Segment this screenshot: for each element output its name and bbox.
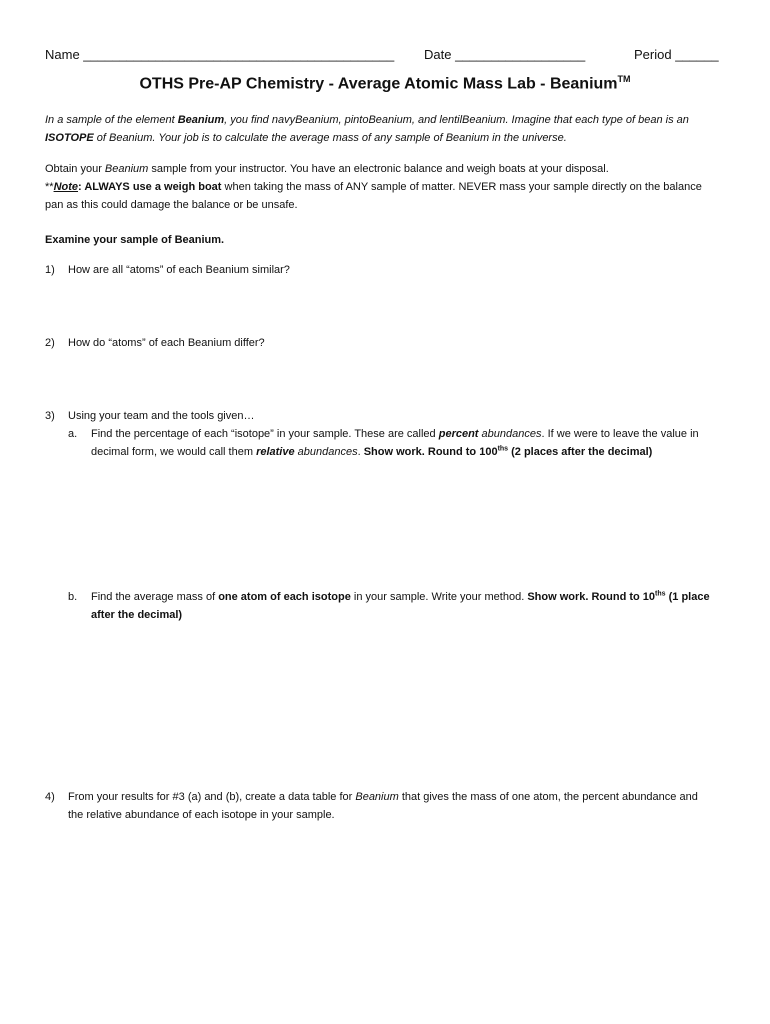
rounding-instruction: (1 place [665, 591, 710, 603]
q3a-text-part: Find the percentage of each “isotope” in your sample. These are called [91, 428, 439, 440]
note-label: Note [53, 181, 79, 193]
q2-text: How do “atoms” of each Beanium differ? [68, 337, 265, 349]
show-work-instruction: Show work. Round to 100 [363, 446, 498, 458]
q3a-text [91, 425, 699, 461]
obtain-line-3: pan as this could damage the balance or be unsafe. [45, 199, 298, 211]
examine-heading: Examine your sample of Beanium. [45, 234, 225, 246]
q3b-line-1 [91, 588, 710, 606]
q3b-text-part: in your sample. Write your method. [350, 591, 528, 603]
q3a-text-part: decimal form, we would call them [91, 446, 257, 458]
title-text: OTHS Pre-AP Chemistry - Average Atomic Mass Lab - Beanium [139, 75, 618, 93]
q4-text-part: that gives the mass of one atom, the percent abundance and [398, 791, 698, 803]
obtain-beanium: Beanium [104, 163, 149, 175]
q3-text: Using your team and the tools given… [68, 410, 255, 422]
q3a-label: a. [68, 428, 78, 440]
intro-beanium: Beanium [177, 114, 225, 126]
obtain-text: Obtain your [45, 163, 105, 175]
obtain-line-2 [45, 178, 702, 196]
note-asterisks: ** [45, 181, 54, 193]
q4-line-2: the relative abundance of each isotope in your sample. [68, 809, 335, 821]
q3b-line-2: after the decimal) [91, 609, 183, 621]
intro-line-1 [45, 111, 735, 129]
obtain-text: sample from your instructor. You have an electronic balance and weigh boats at your disposal. [148, 163, 609, 175]
intro-text: of Beanium. Your job is to calculate the average mass of any sample of Beanium in the universe. [93, 132, 567, 144]
ths-superscript: ths [497, 445, 509, 453]
show-work-instruction: Show work. Round to 10 [527, 591, 656, 603]
date-field-label[interactable]: Date __________________ [424, 47, 586, 62]
q4-beanium: Beanium [355, 791, 399, 803]
q4-line-1 [68, 788, 698, 806]
q3a-text-part: . [357, 446, 364, 458]
intro-isotope: ISOTOPE [45, 132, 94, 144]
intro-text: , you find navyBeanium, pintoBeanium, and lentilBeanium. Imagine that each type of bean is an [224, 114, 689, 126]
intro-line-2 [45, 129, 735, 147]
abundances-term: abundances [294, 446, 358, 458]
percent-term: percent [438, 428, 479, 440]
intro-paragraph [45, 111, 735, 147]
page-title [0, 74, 770, 93]
q3a-line-1 [91, 425, 699, 443]
abundances-term: abundances [478, 428, 542, 440]
q1-text: How are all “atoms” of each Beanium similar? [68, 264, 290, 276]
rounding-instruction: (2 places after the decimal) [508, 446, 653, 458]
q2-number: 2) [45, 337, 55, 349]
q3a-line-2 [91, 443, 699, 461]
name-field-label[interactable]: Name ___________________________________________ [45, 47, 395, 62]
ths-superscript: ths [655, 590, 666, 598]
q3-number: 3) [45, 410, 55, 422]
weigh-boat-warning: : ALWAYS use a weigh boat [78, 181, 222, 193]
q3a-text-part: . If we were to leave the value in [541, 428, 699, 440]
q3b-text-part: Find the average mass of [91, 591, 219, 603]
q3b-label: b. [68, 591, 78, 603]
obtain-line-1 [45, 160, 702, 178]
trademark-mark: TM [617, 74, 631, 84]
period-field-label[interactable]: Period ______ [634, 47, 719, 62]
q4-text [68, 788, 698, 824]
q4-number: 4) [45, 791, 55, 803]
q4-text-part: From your results for #3 (a) and (b), create a data table for [68, 791, 356, 803]
intro-text: In a sample of the element [45, 114, 178, 126]
obtain-paragraph [45, 160, 702, 214]
obtain-text: when taking the mass of ANY sample of matter. NEVER mass your sample directly on the balance [221, 181, 702, 193]
q1-number: 1) [45, 264, 55, 276]
q3b-text [91, 588, 710, 624]
one-atom-term: one atom of each isotope [218, 591, 351, 603]
relative-term: relative [256, 446, 295, 458]
